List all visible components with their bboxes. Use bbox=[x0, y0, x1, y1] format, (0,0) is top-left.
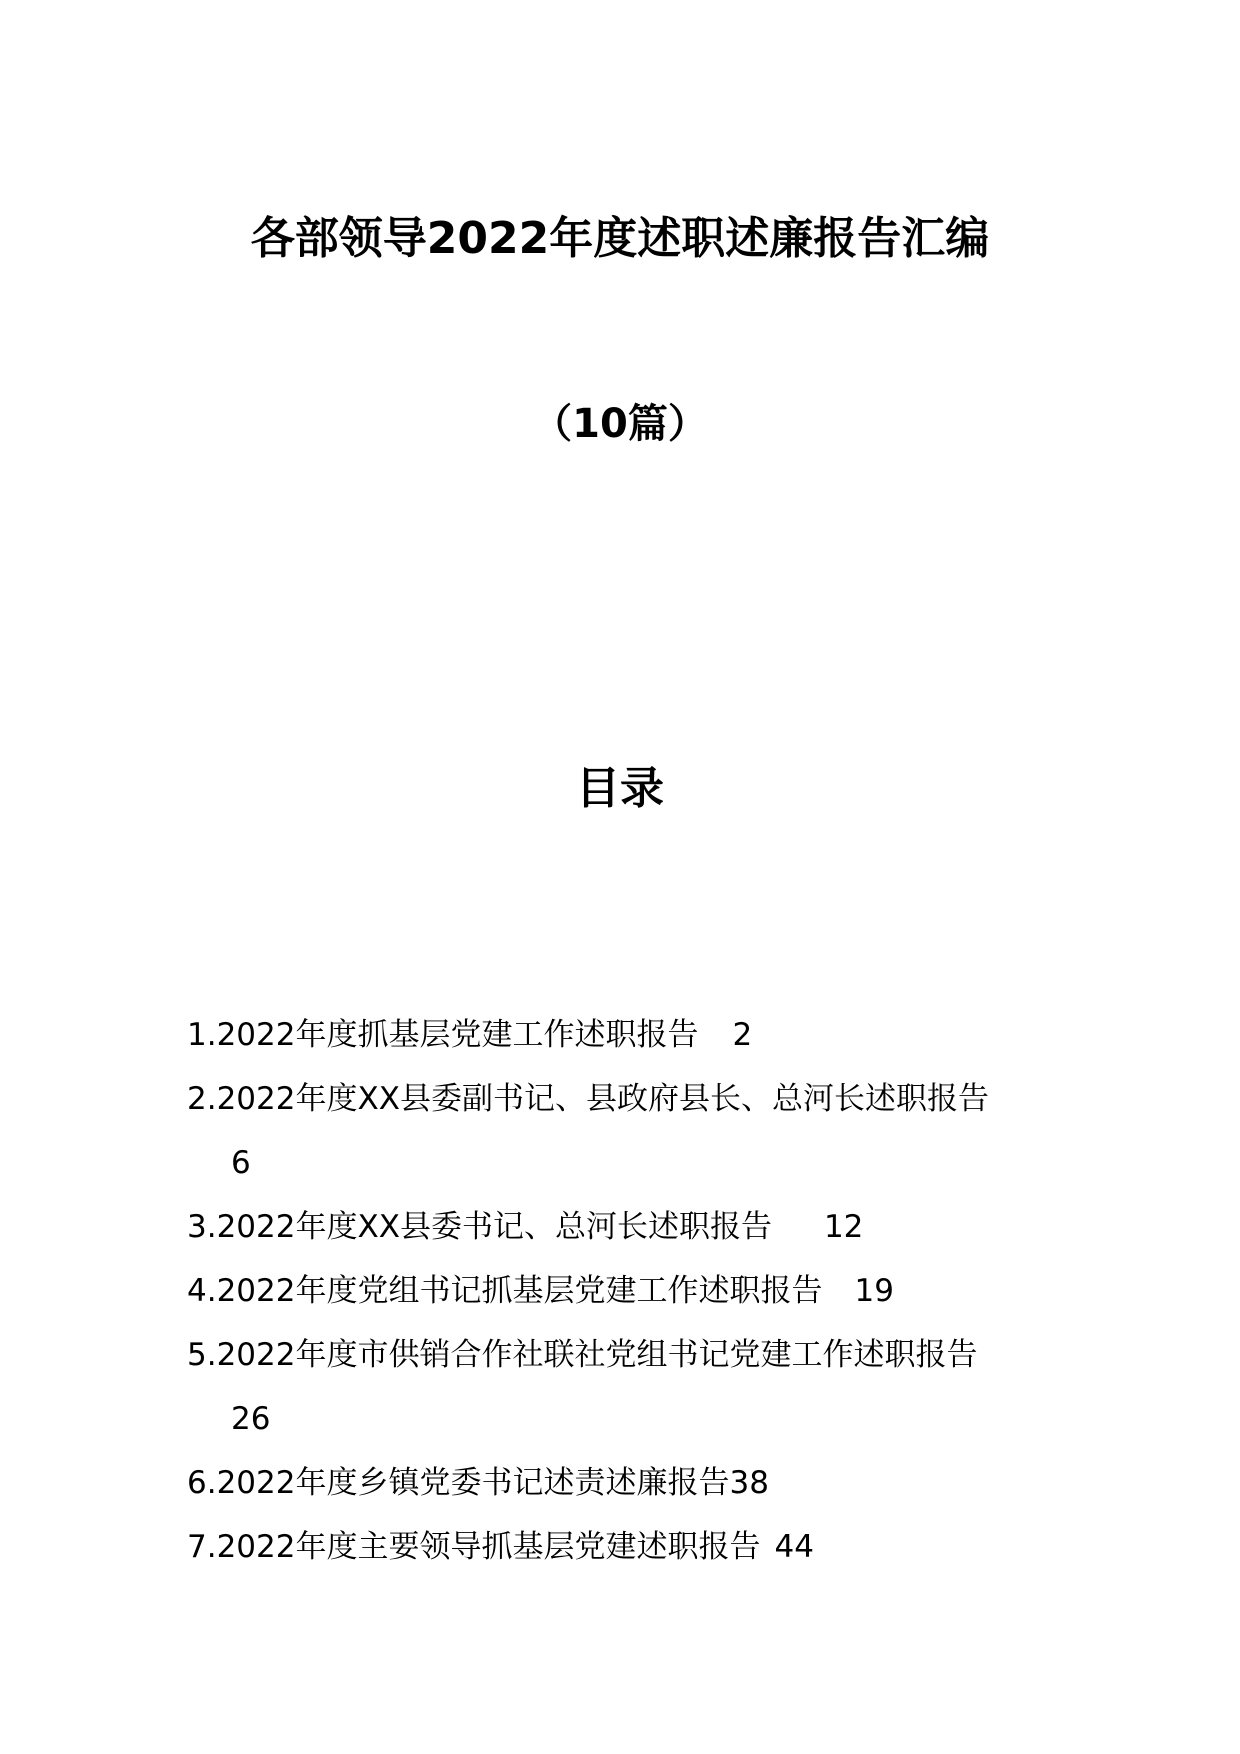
toc-entry-3[interactable] bbox=[187, 1195, 1067, 1259]
toc-entry-page: 44 bbox=[774, 1529, 814, 1565]
toc-entry-2[interactable] bbox=[187, 1067, 1067, 1195]
toc-entry-page: 19 bbox=[854, 1273, 894, 1309]
toc-entry-title: 6.2022年度乡镇党委书记述责述廉报告 bbox=[187, 1465, 730, 1501]
toc-entry-title: 2.2022年度XX县委副书记、县政府县长、总河长述职报告 bbox=[187, 1081, 989, 1117]
toc-entry-page: 6 bbox=[231, 1145, 251, 1181]
toc-entry-title: 7.2022年度主要领导抓基层党建述职报告 bbox=[187, 1529, 761, 1565]
toc-entry-page: 38 bbox=[729, 1465, 769, 1501]
toc-entry-title: 5.2022年度市供销合作社联社党组书记党建工作述职报告 bbox=[187, 1337, 978, 1373]
toc-entry-title: 4.2022年度党组书记抓基层党建工作述职报告 bbox=[187, 1273, 823, 1309]
toc-entry-6[interactable] bbox=[187, 1451, 1067, 1515]
toc-entry-page: 12 bbox=[823, 1209, 864, 1245]
toc-entry-page: 2 bbox=[732, 1017, 753, 1053]
toc-entry-5[interactable] bbox=[187, 1323, 1067, 1451]
toc-entry-1[interactable] bbox=[187, 1003, 1067, 1067]
toc-entry-title: 3.2022年度XX县委书记、总河长述职报告 bbox=[187, 1209, 772, 1245]
document-subtitle: （10篇） bbox=[532, 401, 708, 447]
toc-entry-title: 1.2022年度抓基层党建工作述职报告 bbox=[187, 1017, 699, 1053]
table-of-contents bbox=[187, 1003, 1067, 1579]
toc-entry-7[interactable] bbox=[187, 1515, 1067, 1579]
toc-entry-page: 26 bbox=[231, 1401, 271, 1437]
document-title: 各部领导2022年度述职述廉报告汇编 bbox=[250, 213, 990, 264]
toc-entry-4[interactable] bbox=[187, 1259, 1067, 1323]
toc-heading: 目录 bbox=[576, 763, 664, 814]
